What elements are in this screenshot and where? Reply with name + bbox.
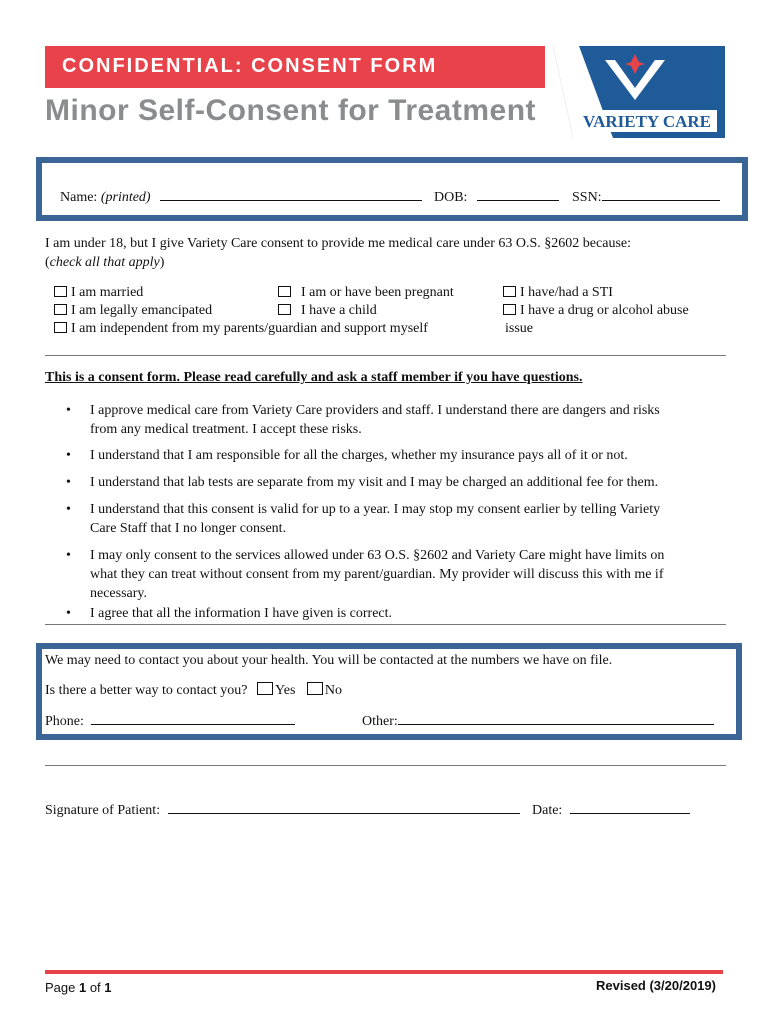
checkbox[interactable] xyxy=(503,286,516,297)
divider xyxy=(45,355,726,356)
yes-checkbox[interactable] xyxy=(257,682,273,695)
consent-heading: This is a consent form. Please read carefully and ask a staff member if you have questions. xyxy=(45,370,583,385)
no-label: No xyxy=(324,683,343,698)
variety-care-logo xyxy=(553,46,725,138)
date-label: Date: xyxy=(532,803,563,818)
bullet-icon: • xyxy=(66,403,71,418)
other-label: Other: xyxy=(362,714,398,729)
contact-notice: We may need to contact you about your health. You will be contacted at the numbers we have on file. xyxy=(45,653,613,668)
bullet-icon: • xyxy=(66,448,71,463)
signature-line[interactable] xyxy=(168,801,520,814)
dob-field[interactable] xyxy=(434,188,559,206)
check-pregnant[interactable]: I am or have been pregnant xyxy=(278,285,454,301)
checkbox[interactable] xyxy=(54,304,67,315)
bullet-icon: • xyxy=(66,606,71,621)
signature-field[interactable] xyxy=(45,801,520,819)
dob-label: DOB: xyxy=(434,190,468,205)
divider xyxy=(45,765,726,766)
name-field[interactable] xyxy=(60,188,422,206)
bullet-item: • I may only consent to the services allowed under 63 O.S. §2602 and Variety Care might have limits on what they can treat without consent from my parent/guardian. My provider will discuss this with me if necessary. xyxy=(66,548,665,601)
ssn-field[interactable] xyxy=(572,188,720,206)
check-emancipated[interactable]: I am legally emancipated xyxy=(54,303,212,319)
check-abuse[interactable]: I have a drug or alcohol abuse xyxy=(503,303,689,319)
intro-line: I am under 18, but I give Variety Care consent to provide me medical care under 63 O.S. §2602 because: xyxy=(45,236,632,251)
phone-field[interactable] xyxy=(45,712,295,730)
logo-text: VARIETY CARE xyxy=(583,112,711,131)
bullet-icon: • xyxy=(66,548,71,563)
other-field[interactable] xyxy=(362,712,714,730)
divider xyxy=(45,624,726,625)
signature-label: Signature of Patient: xyxy=(45,803,161,818)
name-label: Name: xyxy=(60,190,101,205)
check-child[interactable]: I have a child xyxy=(278,303,377,319)
intro-hint: (check all that apply) xyxy=(45,255,165,270)
revision-date: Revised (3/20/2019) xyxy=(596,978,716,993)
contact-question: Is there a better way to contact you? Yes No xyxy=(45,683,343,698)
name-hint: (printed) xyxy=(100,190,151,205)
bullet-item: • I understand that I am responsible for all the charges, whether my insurance pays all of it or not. xyxy=(66,448,628,463)
name-line[interactable] xyxy=(160,188,422,201)
ssn-label: SSN: xyxy=(572,190,602,205)
phone-line[interactable] xyxy=(91,712,295,725)
check-sti[interactable]: I have/had a STI xyxy=(503,285,613,301)
checkbox[interactable] xyxy=(54,286,67,297)
date-field[interactable] xyxy=(532,801,690,819)
ssn-line[interactable] xyxy=(602,188,720,201)
other-line[interactable] xyxy=(398,712,714,725)
checkbox[interactable] xyxy=(54,322,67,333)
page-title: Minor Self-Consent for Treatment xyxy=(45,94,537,127)
checkbox[interactable] xyxy=(278,304,291,315)
page-number: Page 1 of 1 xyxy=(45,980,112,995)
date-line[interactable] xyxy=(570,801,690,814)
bullet-item: • I agree that all the information I have given is correct. xyxy=(66,606,393,621)
check-abuse-cont: issue xyxy=(505,321,533,336)
bullet-icon: • xyxy=(66,502,71,517)
footer-bar xyxy=(45,970,723,974)
bullet-item: • I approve medical care from Variety Care providers and staff. I understand there are dangers and risks from any medical treatment. I accept these risks. xyxy=(66,403,660,437)
dob-line[interactable] xyxy=(477,188,559,201)
phone-label: Phone: xyxy=(45,714,84,729)
checkbox[interactable] xyxy=(278,286,291,297)
check-independent[interactable]: I am independent from my parents/guardian and support myself xyxy=(54,321,428,337)
banner-title: CONFIDENTIAL: CONSENT FORM xyxy=(62,55,438,77)
yes-label: Yes xyxy=(275,683,296,698)
bullet-item: • I understand that lab tests are separate from my visit and I may be charged an additional fee for them. xyxy=(66,475,659,490)
bullet-icon: • xyxy=(66,475,71,490)
bullet-item: • I understand that this consent is valid for up to a year. I may stop my consent earlier by telling Variety Care Staff that I no longer consent. xyxy=(66,502,661,536)
check-married[interactable]: I am married xyxy=(54,285,143,301)
checkbox[interactable] xyxy=(503,304,516,315)
no-checkbox[interactable] xyxy=(307,682,323,695)
